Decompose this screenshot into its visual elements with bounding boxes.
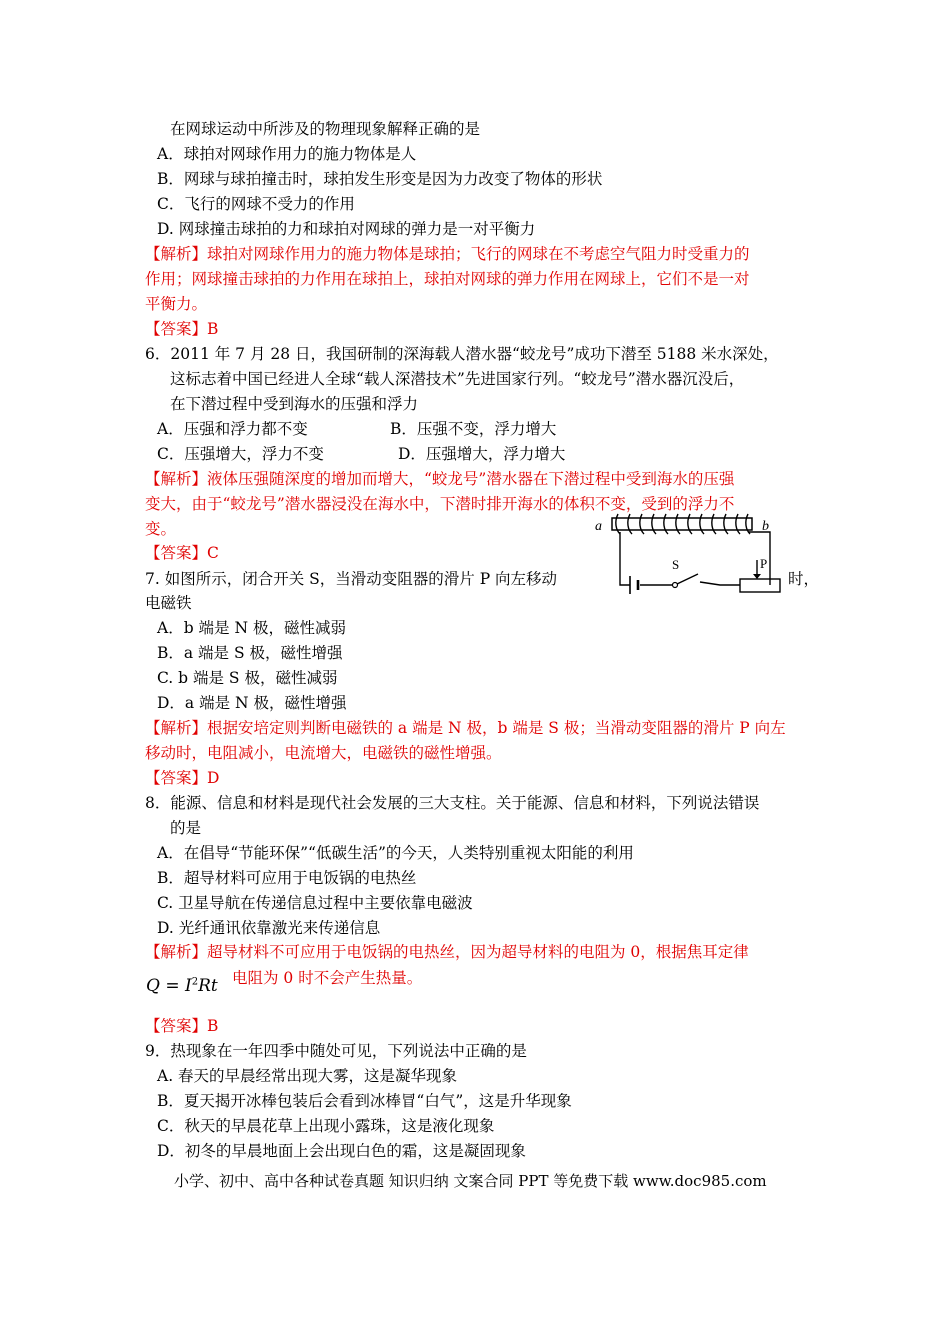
q6-stem-line1: 6．2011 年 7 月 28 日，我国研制的深海载人潜水器“蛟龙号”成功下潜至 5188 米水深处， — [145, 345, 779, 363]
q8-answer: 【答案】B — [145, 1017, 219, 1035]
q6-option-a: A．压强和浮力都不变 — [157, 420, 308, 438]
q8-stem-line2: 的是 — [170, 819, 202, 837]
q7-analysis-line2: 移动时，电阻减小，电流增大，电磁铁的磁性增强。 — [145, 744, 502, 762]
q7-option-a: A．b 端是 N 极，磁性减弱 — [157, 619, 346, 637]
label-b: b — [762, 519, 769, 534]
q5-analysis-line3: 平衡力。 — [145, 295, 208, 313]
formula-rhs: Rt — [198, 976, 218, 996]
q6-stem-line3: 在下潜过程中受到海水的压强和浮力 — [170, 395, 419, 413]
q7-option-b: B．a 端是 S 极，磁性增强 — [157, 644, 343, 662]
q8-analysis-line1: 【解析】超导材料不可应用于电饭锅的电热丝，因为超导材料的电阻为 0，根据焦耳定律 — [145, 943, 749, 961]
q7-option-d: D．a 端是 N 极，磁性增强 — [157, 694, 347, 712]
joule-law-formula — [146, 976, 218, 996]
label-p: P — [760, 556, 768, 571]
switch-lever — [677, 574, 698, 584]
q6-stem-line2: 这标志着中国已经进人全球“载人深潜技术”先进国家行列。“蛟龙号”潜水器沉没后， — [170, 370, 745, 388]
q8-option-a: A．在倡导“节能环保”“低碳生活”的今天，人类特别重视太阳能的利用 — [157, 844, 634, 862]
coil-windings — [616, 514, 750, 534]
q9-option-a: A. 春天的早晨经常出现大雾，这是凝华现象 — [157, 1067, 458, 1085]
q6-answer: 【答案】C — [145, 544, 219, 562]
q9-option-c: C．秋天的早晨花草上出现小露珠，这是液化现象 — [157, 1117, 495, 1135]
q7-option-c: C. b 端是 S 极，磁性减弱 — [157, 669, 338, 687]
q8-option-b: B．超导材料可应用于电饭锅的电热丝 — [157, 869, 417, 887]
q7-analysis-line1: 【解析】根据安培定则判断电磁铁的 a 端是 N 极，b 端是 S 极；当滑动变阻器的滑片 P 向左 — [145, 719, 786, 737]
q8-option-d: D. 光纤通讯依靠激光来传递信息 — [157, 919, 381, 937]
rheostat — [740, 579, 780, 592]
q6-analysis-line3: 变。 — [145, 520, 177, 538]
label-s: S — [672, 557, 680, 572]
q8-stem-line1: 8．能源、信息和材料是现代社会发展的三大支柱。关于能源、信息和材料，下列说法错误 — [145, 794, 760, 812]
q7-stem: 7. 如图所示，闭合开关 S，当滑动变阻器的滑片 P 向左移动 — [145, 570, 558, 588]
q5-option-d: D. 网球撞击球拍的力和球拍对网球的弹力是一对平衡力 — [157, 220, 536, 238]
q5-stem: 在网球运动中所涉及的物理现象解释正确的是 — [170, 120, 481, 138]
q7-stem-tail: 时， — [788, 570, 820, 588]
q9-option-d: D．初冬的早晨地面上会出现白色的霜，这是凝固现象 — [157, 1142, 526, 1160]
q5-answer: 【答案】B — [145, 320, 219, 338]
q5-option-a: A．球拍对网球作用力的施力物体是人 — [157, 145, 417, 163]
q5-analysis-line2: 作用；网球撞击球拍的力作用在球拍上，球拍对网球的弹力作用在网球上，它们不是一对 — [145, 270, 750, 288]
circuit-wires — [620, 532, 770, 585]
q6-option-b: B．压强不变，浮力增大 — [390, 420, 557, 438]
switch-contact — [673, 583, 678, 588]
q8-analysis-line2: 电阻为 0 时不会产生热量。 — [232, 969, 423, 987]
q5-analysis-line1: 【解析】球拍对网球作用力的施力物体是球拍；飞行的网球在不考虑空气阻力时受重力的 — [145, 245, 750, 263]
q7-stem-line2: 电磁铁 — [145, 594, 192, 612]
electromagnet-circuit-diagram — [590, 510, 815, 605]
page-footer: 小学、初中、高中各种试卷真题 知识归纳 文案合同 PPT 等免费下载 www.doc985.com — [174, 1172, 767, 1190]
q5-option-b: B．网球与球拍撞击时，球拍发生形变是因为力改变了物体的形状 — [157, 170, 603, 188]
formula-exponent: 2 — [191, 976, 199, 988]
q9-stem: 9．热现象在一年四季中随处可见，下列说法中正确的是 — [145, 1042, 527, 1060]
q5-option-c: C．飞行的网球不受力的作用 — [157, 195, 355, 213]
q8-option-c: C. 卫星导航在传递信息过程中主要依靠电磁波 — [157, 894, 473, 912]
formula-lhs: Q = I — [146, 976, 192, 996]
q7-answer: 【答案】D — [145, 769, 220, 787]
slider-arrow — [753, 574, 761, 579]
q6-option-d: D．压强增大，浮力增大 — [398, 445, 566, 463]
q6-option-c: C．压强增大，浮力不变 — [157, 445, 324, 463]
q9-option-b: B．夏天揭开冰棒包装后会看到冰棒冒“白气”，这是升华现象 — [157, 1092, 572, 1110]
q6-analysis-line1: 【解析】液体压强随深度的增加而增大，“蛟龙号”潜水器在下潜过程中受到海水的压强 — [145, 470, 735, 488]
label-a: a — [595, 519, 602, 534]
q6-analysis-line2: 变大，由于“蛟龙号”潜水器浸没在海水中，下潜时排开海水的体积不变，受到的浮力不 — [145, 495, 735, 513]
iron-core — [612, 518, 752, 530]
